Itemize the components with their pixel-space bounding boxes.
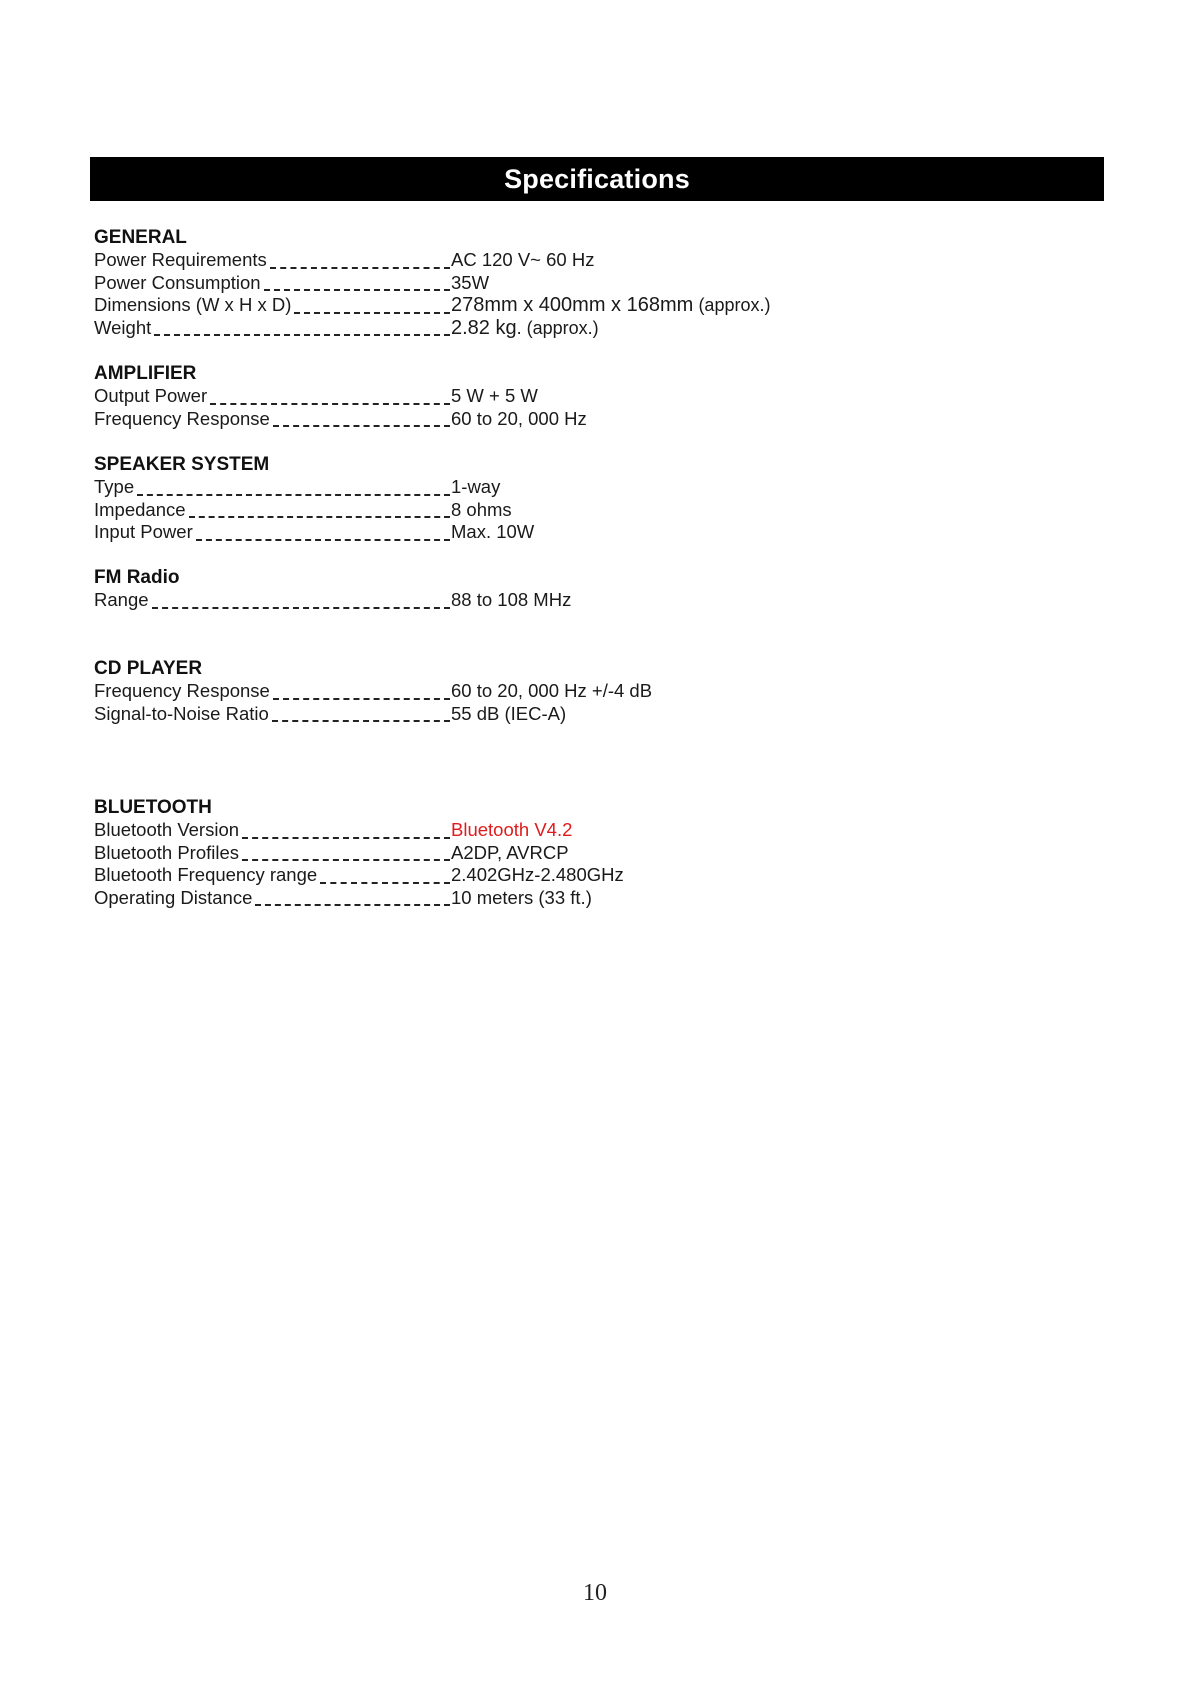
spec-label: Bluetooth Profiles xyxy=(94,841,240,863)
leader-dots xyxy=(196,539,450,541)
leader-dots xyxy=(242,837,450,839)
spec-row xyxy=(94,864,894,887)
spec-label: Power Consumption xyxy=(94,271,261,293)
spec-row xyxy=(94,703,894,726)
spec-row xyxy=(94,887,894,910)
leader-dots xyxy=(273,698,450,700)
spec-row xyxy=(94,317,894,340)
spec-row xyxy=(94,680,894,703)
page-title: Specifications xyxy=(504,163,690,194)
amplifier-section xyxy=(94,362,894,430)
spec-value: Max. 10W xyxy=(451,521,535,542)
spec-row xyxy=(94,521,894,544)
spec-value: 35W xyxy=(451,271,490,293)
spec-row xyxy=(94,819,894,842)
specifications-header xyxy=(90,157,1104,201)
spec-label: Dimensions (W x H x D) xyxy=(94,294,292,315)
spec-row xyxy=(94,476,894,499)
leader-dots xyxy=(320,882,450,884)
spec-label: Operating Distance xyxy=(94,886,253,908)
leader-dots xyxy=(137,494,450,496)
spec-value: 2.402GHz-2.480GHz xyxy=(451,864,624,885)
spec-value: 5 W + 5 W xyxy=(451,385,538,406)
leader-dots xyxy=(270,267,450,269)
leader-dots xyxy=(210,403,450,405)
spec-row xyxy=(94,408,894,431)
spec-row xyxy=(94,272,894,295)
spec-row xyxy=(94,249,894,272)
spec-row xyxy=(94,499,894,522)
spec-value: 60 to 20, 000 Hz xyxy=(451,407,587,429)
spec-value-main: 2.82 kg xyxy=(451,316,517,339)
leader-dots xyxy=(264,289,450,291)
leader-dots xyxy=(242,859,450,861)
spec-row xyxy=(94,294,894,317)
spec-label: Bluetooth Version xyxy=(94,819,240,840)
spec-value: 1-way xyxy=(451,476,501,497)
spec-value: 55 dB (IEC-A) xyxy=(451,702,567,724)
spec-value: 8 ohms xyxy=(451,498,512,520)
bluetooth-section xyxy=(94,796,894,909)
spec-value-note: . (approx.) xyxy=(516,317,599,338)
leader-dots xyxy=(152,607,450,609)
leader-dots xyxy=(273,425,450,427)
page-number: 10 xyxy=(583,1580,607,1606)
spec-label: Signal-to-Noise Ratio xyxy=(94,702,269,724)
spec-value: A2DP, AVRCP xyxy=(451,841,569,863)
fm-radio-section xyxy=(94,566,894,612)
spec-value: 10 meters (33 ft.) xyxy=(451,886,592,908)
spec-row xyxy=(94,842,894,865)
section-title: BLUETOOTH xyxy=(94,797,212,818)
spec-label: Type xyxy=(94,476,135,497)
spec-row xyxy=(94,385,894,408)
spec-label: Input Power xyxy=(94,521,193,542)
spec-value: 88 to 108 MHz xyxy=(451,589,572,610)
section-title: AMPLIFIER xyxy=(94,363,197,384)
leader-dots xyxy=(154,334,450,336)
spec-label: Frequency Response xyxy=(94,680,270,701)
spec-label: Power Requirements xyxy=(94,249,267,270)
spec-value-main: 278mm x 400mm x 168mm xyxy=(451,294,694,316)
spec-value xyxy=(451,317,599,340)
spec-label: Impedance xyxy=(94,498,186,520)
spec-label: Range xyxy=(94,589,149,610)
spec-row xyxy=(94,589,894,612)
cd-player-section xyxy=(94,657,894,725)
section-title: SPEAKER SYSTEM xyxy=(94,454,270,475)
spec-value xyxy=(451,294,770,317)
spec-label: Weight xyxy=(94,316,152,338)
leader-dots xyxy=(272,720,450,722)
spec-value: AC 120 V~ 60 Hz xyxy=(451,249,595,270)
spec-value: 60 to 20, 000 Hz +/-4 dB xyxy=(451,680,653,701)
spec-label: Bluetooth Frequency range xyxy=(94,864,318,885)
section-title: CD PLAYER xyxy=(94,658,203,679)
spec-label: Frequency Response xyxy=(94,407,270,429)
leader-dots xyxy=(294,312,450,314)
speaker-system-section xyxy=(94,453,894,544)
general-section xyxy=(94,226,894,339)
spec-label: Output Power xyxy=(94,385,208,406)
section-title: GENERAL xyxy=(94,227,187,248)
leader-dots xyxy=(255,904,450,906)
spec-value-note: (approx.) xyxy=(698,295,771,315)
section-title: FM Radio xyxy=(94,567,180,588)
spec-value-highlight: Bluetooth V4.2 xyxy=(451,819,573,840)
leader-dots xyxy=(189,516,450,518)
